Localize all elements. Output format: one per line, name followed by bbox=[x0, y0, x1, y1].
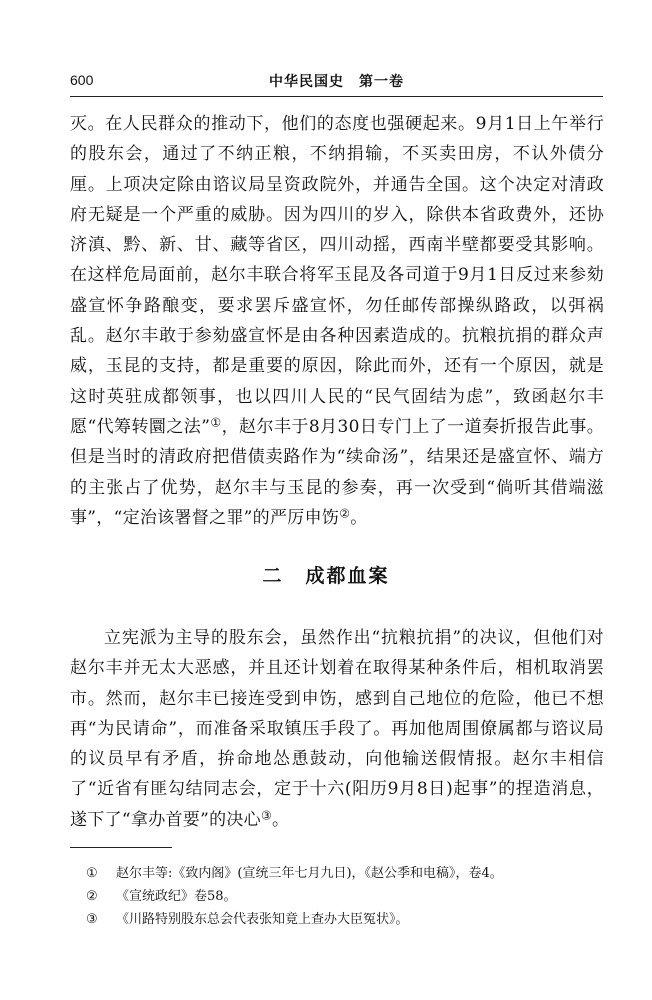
section-title: 成都血案 bbox=[305, 565, 390, 587]
paragraph-text: ，赵尔丰于8月30日专门上了一道奏折报告此事。但是当时的清政府把借债卖路作为“续命汤”，结果还是盛宣怀、端方的主张占了优势，赵尔丰与玉昆的参奏，再一次受到“倘听其借端滋事”，“定治该署督之罪”的严厉申饬 bbox=[70, 416, 604, 528]
section-number: 二 bbox=[262, 565, 284, 587]
body-paragraph-2 bbox=[70, 623, 604, 835]
paragraph-text: 。 bbox=[272, 809, 290, 830]
paragraph-text: 灭。在人民群众的推动下，他们的态度也强硬起来。9月1日上午举行的股东会，通过了不纳正粮，不纳捐输，不买卖田房，不认外债分厘。上项决定除由谘议局呈资政院外，并通告全国。这个决定对清政府无疑是一个严重的威胁。因为四川的岁入，除供本省政费外，还协济滇、黔、新、甘、藏等省区，四川动摇，西南半壁都要受其影响。在这样危局面前，赵尔丰联合将军玉昆及各司道于9月1日反过来参劾盛宣怀争路酿变，要求罢斥盛宣怀，勿任邮传部操纵路政，以弭祸乱。赵尔丰敢于参劾盛宣怀是由各种因素造成的。抗粮抗捐的群众声威，玉昆的支持，都是重要的原因，除此而外，还有一个原因，就是这时英驻成都领事，也以四川人民的“民气固结为虑”，致函赵尔丰愿“代筹转圜之法” bbox=[70, 114, 604, 437]
body-paragraph-1 bbox=[70, 109, 604, 533]
footnote-ref-1[interactable]: ① bbox=[210, 415, 222, 430]
footnote-mark: ① bbox=[86, 866, 98, 881]
footnotes bbox=[86, 862, 606, 931]
footnote-divider bbox=[70, 847, 172, 848]
footnote-text: 《宣统政纪》卷58。 bbox=[116, 889, 237, 904]
page-number: 600 bbox=[70, 72, 94, 88]
footnote-text: 《川路特别股东总会代表张知竟上查办大臣冤状》。 bbox=[116, 912, 409, 927]
footnote-ref-3[interactable]: ③ bbox=[260, 808, 273, 823]
footnote-3 bbox=[86, 908, 606, 931]
footnote-ref-2[interactable]: ② bbox=[339, 506, 351, 521]
page-header bbox=[70, 68, 603, 97]
paragraph-text: 。 bbox=[350, 507, 368, 528]
footnote-text: 赵尔丰等:《致内阁》(宣统三年七月九日)，《赵公季和电稿》，卷4。 bbox=[116, 866, 503, 881]
running-title: 中华民国史 第一卷 bbox=[269, 74, 404, 90]
section-heading bbox=[0, 561, 652, 588]
footnote-2 bbox=[86, 885, 606, 908]
footnote-mark: ③ bbox=[86, 912, 98, 927]
footnote-mark: ② bbox=[86, 889, 98, 904]
footnote-1 bbox=[86, 862, 606, 885]
paragraph-text: 立宪派为主导的股东会，虽然作出“抗粮抗捐”的决议，但他们对赵尔丰并无太大恶感，并且还计划着在取得某种条件后，相机取消罢市。然而，赵尔丰已接连受到申饬，感到自己地位的危险，他已不想再“为民请命”，而准备采取镇压手段了。再加他周围僚属都与谘议局的议员早有矛盾，拚命地怂恿鼓动，向他输送假情报。赵尔丰相信了“近省有匪勾结同志会，定于十六(阳历9月8日)起事”的捏造消息，遂下了“拿办首要”的决心 bbox=[70, 628, 604, 830]
